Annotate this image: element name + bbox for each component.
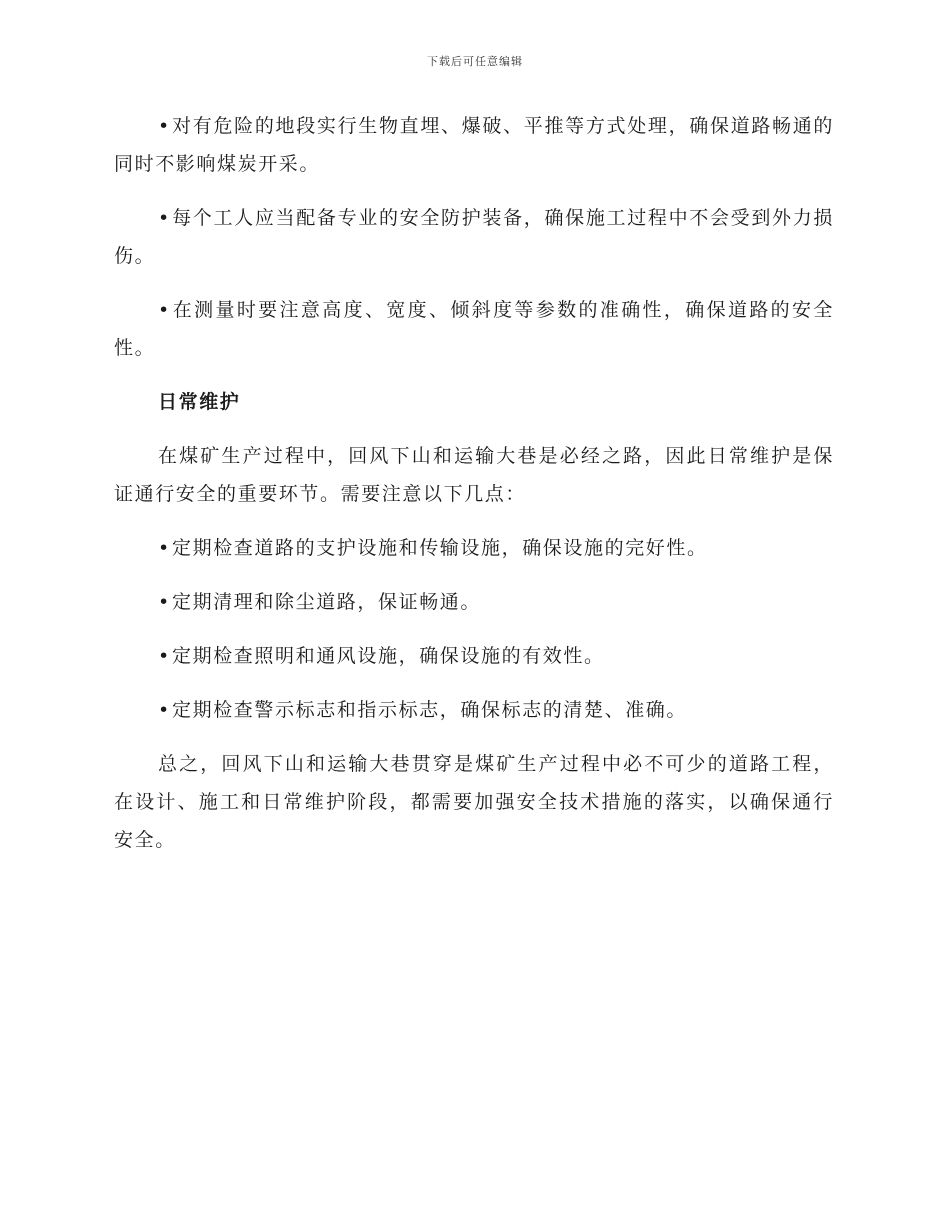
bullet-text: 定期检查道路的支护设施和传输设施，确保设施的完好性。 [172, 537, 708, 559]
bullet-text: 定期检查照明和通风设施，确保设施的有效性。 [172, 645, 605, 667]
bullet-item [114, 291, 834, 367]
bullet-marker: • [158, 591, 171, 613]
conclusion-paragraph: 总之，回风下山和运输大巷贯穿是煤矿生产过程中必不可少的道路工程，在设计、施工和日常维护阶段，都需要加强安全技术措施的落实，以确保通行安全。 [114, 753, 834, 851]
bullet-marker: • [158, 115, 171, 137]
bullet-marker: • [158, 299, 171, 321]
section-intro-paragraph: 在煤矿生产过程中，回风下山和运输大巷是必经之路，因此日常维护是保证通行安全的重要环节。需要注意以下几点： [114, 445, 834, 505]
bullet-item [114, 529, 834, 567]
bullet-marker: • [158, 537, 171, 559]
page-header-note: 下载后可任意编辑 [427, 55, 523, 68]
bullet-marker: • [158, 207, 171, 229]
section-heading: 日常维护 [158, 391, 241, 413]
bullet-text: 每个工人应当配备专业的安全防护装备，确保施工过程中不会受到外力损伤。 [114, 207, 834, 267]
document-body [114, 107, 834, 859]
bullet-item [114, 691, 834, 729]
bullet-item [114, 583, 834, 621]
bullet-text: 定期检查警示标志和指示标志，确保标志的清楚、准确。 [172, 699, 688, 721]
bullet-item [114, 107, 834, 183]
bullet-text: 定期清理和除尘道路，保证畅通。 [172, 591, 482, 613]
bullet-text: 在测量时要注意高度、宽度、倾斜度等参数的准确性，确保道路的安全性。 [114, 299, 834, 359]
bullet-item [114, 637, 834, 675]
bullet-item [114, 199, 834, 275]
bullet-text: 对有危险的地段实行生物直埋、爆破、平推等方式处理，确保道路畅通的同时不影响煤炭开采。 [114, 115, 834, 175]
bullet-marker: • [158, 699, 171, 721]
bullet-marker: • [158, 645, 171, 667]
